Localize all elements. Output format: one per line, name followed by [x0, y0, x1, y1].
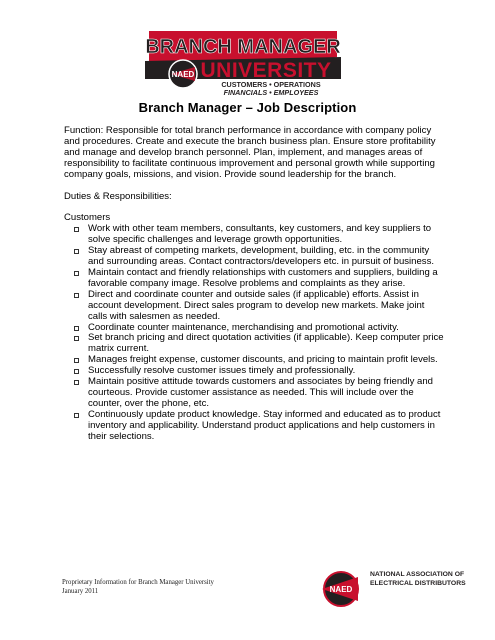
svg-text:ELECTRICAL DISTRIBUTORS: ELECTRICAL DISTRIBUTORS: [370, 580, 466, 587]
bullet-item: Maintain positive attitude towards customers and associates by being friendly and courteous. Provide customer assistance as needed. This will include over the counter, over the phone, etc.: [64, 377, 444, 410]
function-paragraph: Function: Responsible for total branch performance in accordance with company policy and procedures. Create and execute the branch business plan. Ensure store profitability and manage and develop branch personnel. Plan, implement, and manages areas of responsibility to facilitate continuous improvement and personal growth while supporting company goals, missions, and vision. Provide sound leadership for the branch.: [64, 125, 436, 180]
svg-text:NAED: NAED: [171, 70, 195, 79]
bullet-item: Manages freight expense, customer discounts, and pricing to maintain profit levels.: [64, 355, 444, 366]
document-title: Branch Manager – Job Description: [138, 100, 357, 115]
bullet-item: Successfully resolve customer issues timely and professionally.: [64, 366, 444, 377]
footer-proprietary-line: Proprietary Information for Branch Manager University: [62, 579, 214, 586]
bullet-item: Continuously update product knowledge. Stay informed and educated as to product inventory and applicability. Understand product applications and help customers in their selections.: [64, 410, 444, 443]
checkbox-bullet-icon: [74, 413, 79, 418]
checkbox-bullet-icon: [74, 336, 79, 341]
document-body: [64, 126, 444, 442]
checkbox-bullet-icon: [74, 249, 79, 254]
customers-bullet-list: [64, 224, 444, 442]
bullet-item: Maintain contact and friendly relationships with customers and suppliers, building a favorable company image. Resolve problems and complaints as they arise.: [64, 268, 444, 290]
checkbox-bullet-icon: [74, 293, 79, 298]
footer-date: January 2011: [62, 588, 99, 596]
footer-text: [62, 578, 214, 597]
naed-emblem-icon: [322, 572, 358, 606]
bullet-item: Work with other team members, consultants, key customers, and key suppliers to solve specific challenges and leverage growth opportunities.: [64, 224, 444, 246]
svg-text:BRANCH MANAGER: BRANCH MANAGER: [145, 36, 341, 58]
customers-heading: Customers: [64, 212, 111, 224]
svg-text:NATIONAL ASSOCIATION OF: NATIONAL ASSOCIATION OF: [370, 571, 465, 578]
svg-text:FINANCIALS • EMPLOYEES: FINANCIALS • EMPLOYEES: [223, 88, 319, 97]
naed-badge-icon: [169, 60, 197, 88]
checkbox-bullet-icon: [74, 358, 79, 363]
svg-text:UNIVERSITY: UNIVERSITY: [200, 59, 332, 82]
bullet-item: Direct and coordinate counter and outside sales (if applicable) efforts. Assist in account development. Direct sales program to develop new markets. Make joint calls with salesmen as needed.: [64, 290, 444, 323]
bullet-item: Stay abreast of competing markets, development, building, etc. in the community and surrounding areas. Contact contractors/developers etc. in pursuit of business.: [64, 246, 444, 268]
svg-text:NAED: NAED: [329, 585, 353, 594]
naed-footer-logo: [318, 563, 478, 609]
branch-manager-university-logo: [143, 27, 343, 97]
checkbox-bullet-icon: [74, 271, 79, 276]
checkbox-bullet-icon: [74, 227, 79, 232]
checkbox-bullet-icon: [74, 369, 79, 374]
checkbox-bullet-icon: [74, 326, 79, 331]
duties-heading: Duties & Responsibilities:: [64, 190, 172, 202]
checkbox-bullet-icon: [74, 380, 79, 385]
bullet-item: Set branch pricing and direct quotation activities (if applicable). Keep computer price matrix current.: [64, 333, 444, 355]
svg-text:CUSTOMERS • OPERATIONS: CUSTOMERS • OPERATIONS: [221, 80, 321, 89]
bullet-item: Coordinate counter maintenance, merchandising and promotional activity.: [64, 323, 444, 334]
